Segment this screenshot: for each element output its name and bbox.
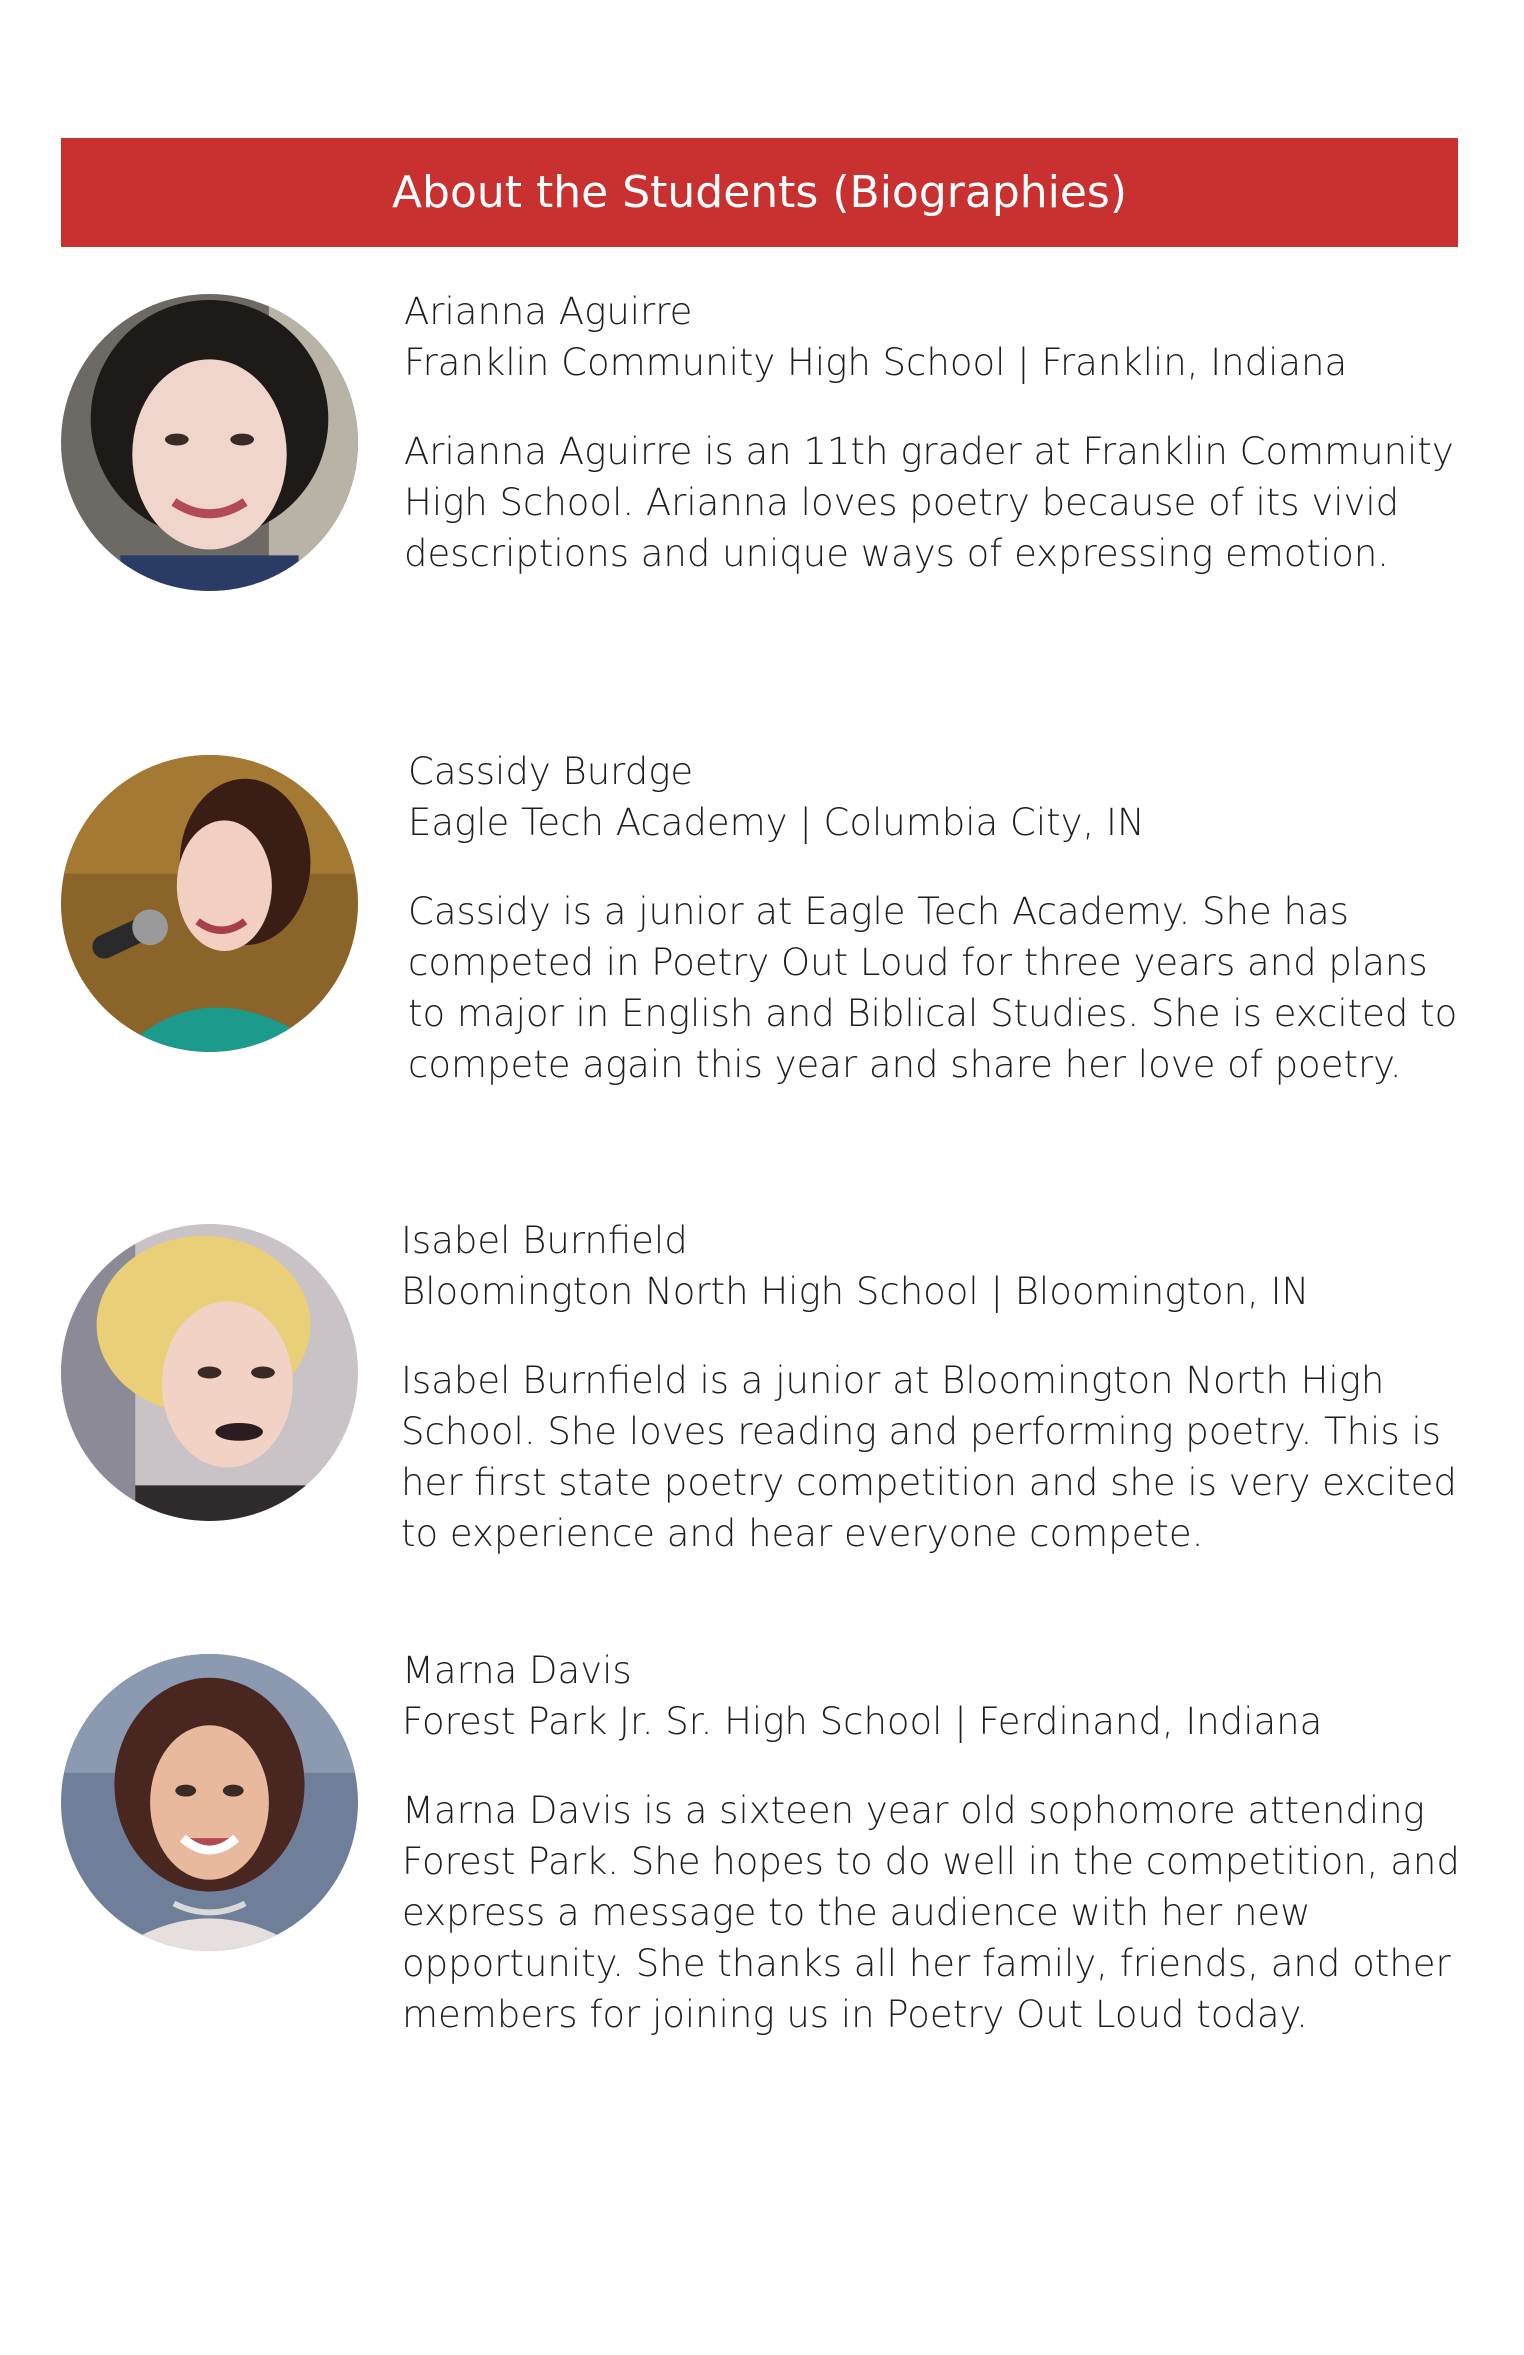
student-bio: Cassidy is a junior at Eagle Tech Academy. She has competed in Poetry Out Loud for three years and plans to major in English and Biblical Studies. She is excited to compete again this year and share her love of poetry.	[408, 890, 1458, 1086]
student-school: Forest Park Jr. Sr. High School | Ferdinand, Indiana	[402, 1700, 1323, 1743]
student-info	[402, 1645, 1462, 2040]
student-info	[408, 746, 1468, 1090]
student-name: Arianna Aguirre	[404, 290, 693, 333]
student-school: Bloomington North High School | Bloomington, IN	[401, 1270, 1310, 1313]
student-school: Franklin Community High School | Franklin, Indiana	[404, 341, 1348, 384]
student-photo	[61, 755, 358, 1052]
student-photo	[61, 1654, 358, 1951]
student-name: Marna Davis	[402, 1649, 632, 1692]
page-title: About the Students (Biographies)	[391, 167, 1128, 218]
student-school: Eagle Tech Academy | Columbia City, IN	[408, 801, 1145, 844]
student-photo	[61, 1224, 358, 1521]
student-photo	[61, 294, 358, 591]
student-name: Cassidy Burdge	[408, 750, 694, 793]
student-bio: Marna Davis is a sixteen year old sophomore attending Forest Park. She hopes to do well in the competition, and express a message to the audience with her new opportunity. She thanks all her family, friends, and other members for joining us in Poetry Out Loud today.	[402, 1789, 1460, 2036]
student-bio: Arianna Aguirre is an 11th grader at Franklin Community High School. Arianna loves poetry because of its vivid descriptions and unique ways of expressing emotion.	[404, 430, 1454, 575]
section-banner	[61, 138, 1458, 247]
student-info	[404, 286, 1464, 579]
student-info	[401, 1215, 1461, 1559]
student-bio: Isabel Burnfield is a junior at Bloomington North High School. She loves reading and performing poetry. This is her first state poetry competition and she is very excited to experience and hear everyone compete.	[401, 1359, 1457, 1555]
student-name: Isabel Burnfield	[401, 1219, 688, 1262]
